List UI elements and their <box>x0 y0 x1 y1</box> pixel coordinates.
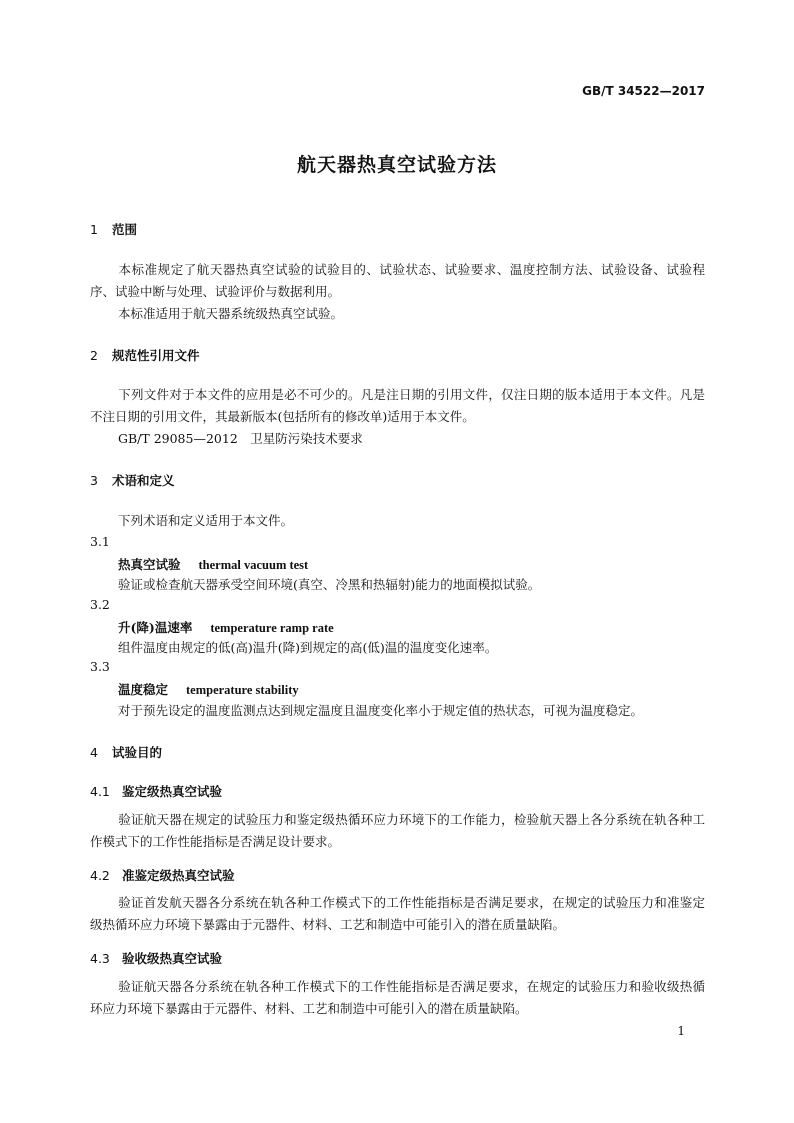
term-title: 温度稳定 temperature stability <box>118 682 299 697</box>
term-definition: 验证或检查航天器承受空间环境(真空、冷黑和热辐射)能力的地面模拟试验。 <box>118 577 541 592</box>
page-number: 1 <box>677 1024 685 1038</box>
subsection-number: 4.2 <box>90 868 110 883</box>
term-number: 3.3 <box>90 659 110 674</box>
term-number: 3.2 <box>90 597 110 612</box>
subsection-4-3-heading <box>90 949 222 967</box>
section-number: 3 <box>90 473 98 488</box>
subsection-4-2-paragraph: 验证首发航天器各分系统在轨各种工作模式下的工作性能指标是否满足要求，在规定的试验压力和准鉴定级热循环应力环境下暴露由于元器件、材料、工艺和制造中可能引入的潜在质量缺陷。 <box>90 895 705 932</box>
subsection-4-1-heading <box>90 782 222 800</box>
subsection-4-2-heading <box>90 866 235 884</box>
standard-number: GB/T 34522—2017 <box>582 84 705 98</box>
section-3-intro: 下列术语和定义适用于本文件。 <box>118 513 294 528</box>
section-title: 规范性引用文件 <box>112 348 200 363</box>
section-1-paragraph-2: 本标准适用于航天器系统级热真空试验。 <box>118 306 344 321</box>
section-number: 2 <box>90 348 98 363</box>
section-title: 试验目的 <box>112 745 163 760</box>
section-1-paragraph-1: 本标准规定了航天器热真空试验的试验目的、试验状态、试验要求、温度控制方法、试验设备、试验程序、试验中断与处理、试验评价与数据利用。 <box>90 262 705 299</box>
section-2-heading <box>90 346 200 364</box>
subsection-title: 验收级热真空试验 <box>122 951 223 966</box>
section-title: 范围 <box>112 222 138 237</box>
term-title: 升(降)温速率 temperature ramp rate <box>118 620 334 635</box>
term-number: 3.1 <box>90 534 110 549</box>
section-4-heading <box>90 743 162 761</box>
subsection-title: 鉴定级热真空试验 <box>122 784 223 799</box>
subsection-title: 准鉴定级热真空试验 <box>122 868 235 883</box>
subsection-4-3-paragraph: 验证航天器各分系统在轨各种工作模式下的工作性能指标是否满足要求，在规定的试验压力和验收级热循环应力环境下暴露由于元器件、材料、工艺和制造中可能引入的潜在质量缺陷。 <box>90 979 705 1016</box>
subsection-number: 4.1 <box>90 784 110 799</box>
normative-reference: GB/T 29085—2012 卫星防污染技术要求 <box>118 431 363 446</box>
subsection-number: 4.3 <box>90 951 110 966</box>
document-title: 航天器热真空试验方法 <box>296 154 497 176</box>
section-3-heading <box>90 471 175 489</box>
section-2-paragraph-1: 下列文件对于本文件的应用是必不可少的。凡是注日期的引用文件，仅注日期的版本适用于本文件。凡是不注日期的引用文件，其最新版本(包括所有的修改单)适用于本文件。 <box>90 387 705 424</box>
subsection-4-1-paragraph: 验证航天器在规定的试验压力和鉴定级热循环应力环境下的工作能力，检验航天器上各分系统在轨各种工作模式下的工作性能指标是否满足设计要求。 <box>90 812 705 849</box>
term-title: 热真空试验 thermal vacuum test <box>118 557 309 572</box>
section-1-heading <box>90 220 137 238</box>
term-definition: 组件温度由规定的低(高)温升(降)到规定的高(低)温的温度变化速率。 <box>118 640 498 655</box>
section-number: 4 <box>90 745 98 760</box>
section-number: 1 <box>90 222 98 237</box>
section-title: 术语和定义 <box>112 473 175 488</box>
term-definition: 对于预先设定的温度监测点达到规定温度且温度变化率小于规定值的热状态，可视为温度稳定。 <box>118 703 644 718</box>
